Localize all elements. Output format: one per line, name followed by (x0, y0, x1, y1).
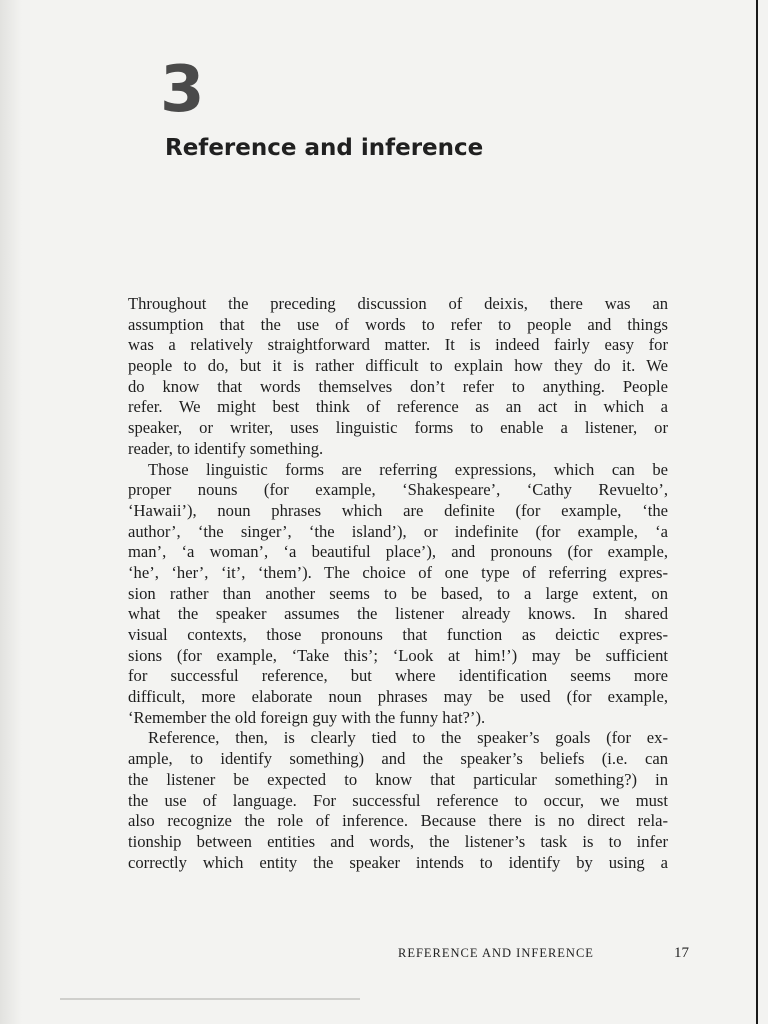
body-text (128, 294, 668, 873)
text-line: proper nouns (for example, ‘Shakespeare’, ‘Cathy Revuelto’, (128, 480, 668, 500)
scan-smudge (60, 998, 360, 1000)
text-line: refer. We might best think of reference as an act in which a (128, 397, 668, 417)
text-line: Throughout the preceding discussion of deixis, there was an (128, 294, 668, 313)
text-line: the listener be expected to know that particular something?) in (128, 769, 668, 789)
text-line: was a relatively straightforward matter. It is indeed fairly easy for (128, 335, 668, 355)
page-left-shadow (0, 0, 22, 1024)
text-line: reader, to identify something. (128, 438, 324, 458)
text-line: visual contexts, those pronouns that function as deictic expres- (128, 625, 668, 644)
text-line: man’, ‘a woman’, ‘a beautiful place’), and pronouns (for example, (128, 542, 668, 562)
text-line: the use of language. For successful reference to occur, we must (128, 790, 668, 810)
page-right-edge (756, 0, 758, 1024)
text-line: difficult, more elaborate noun phrases may be used (for example, (128, 687, 668, 707)
text-line: tionship between entities and words, the listener’s task is to infer (128, 831, 668, 851)
text-line: also recognize the role of inference. Because there is no direct rela- (128, 811, 668, 831)
text-line: sions (for example, ‘Take this’; ‘Look at him!’) may be sufficient (128, 645, 668, 665)
text-line: people to do, but it is rather difficult to explain how they do it. We (128, 356, 668, 376)
text-line: ‘Hawaii’), noun phrases which are definite (for example, ‘the (128, 500, 668, 520)
text-line: do know that words themselves don’t refer to anything. People (128, 376, 668, 396)
text-line: ample, to identify something) and the speaker’s beliefs (i.e. can (128, 749, 668, 769)
page-number: 17 (674, 945, 689, 961)
text-line: author’, ‘the singer’, ‘the island’), or indefinite (for example, ‘a (128, 521, 668, 541)
text-line: Reference, then, is clearly tied to the speaker’s goals (for ex- (148, 728, 668, 748)
text-line: what the speaker assumes the listener already knows. In shared (128, 604, 668, 624)
text-line: ‘Remember the old foreign guy with the funny hat?’). (128, 707, 486, 727)
text-line: speaker, or writer, uses linguistic forms to enable a listener, or (128, 418, 668, 438)
text-line: assumption that the use of words to refer to people and things (128, 314, 668, 334)
chapter-title: Reference and inference (165, 135, 484, 161)
text-line: sion rather than another seems to be based, to a large extent, on (128, 583, 668, 603)
text-line: Those linguistic forms are referring expressions, which can be (148, 459, 668, 479)
text-line: ‘he’, ‘her’, ‘it’, ‘them’). The choice of one type of referring expres- (128, 562, 668, 582)
chapter-number: 3 (160, 53, 205, 127)
running-head: REFERENCE AND INFERENCE (398, 946, 594, 960)
text-line: for successful reference, but where identification seems more (128, 666, 668, 686)
text-line: correctly which entity the speaker intends to identify by using a (128, 852, 668, 872)
